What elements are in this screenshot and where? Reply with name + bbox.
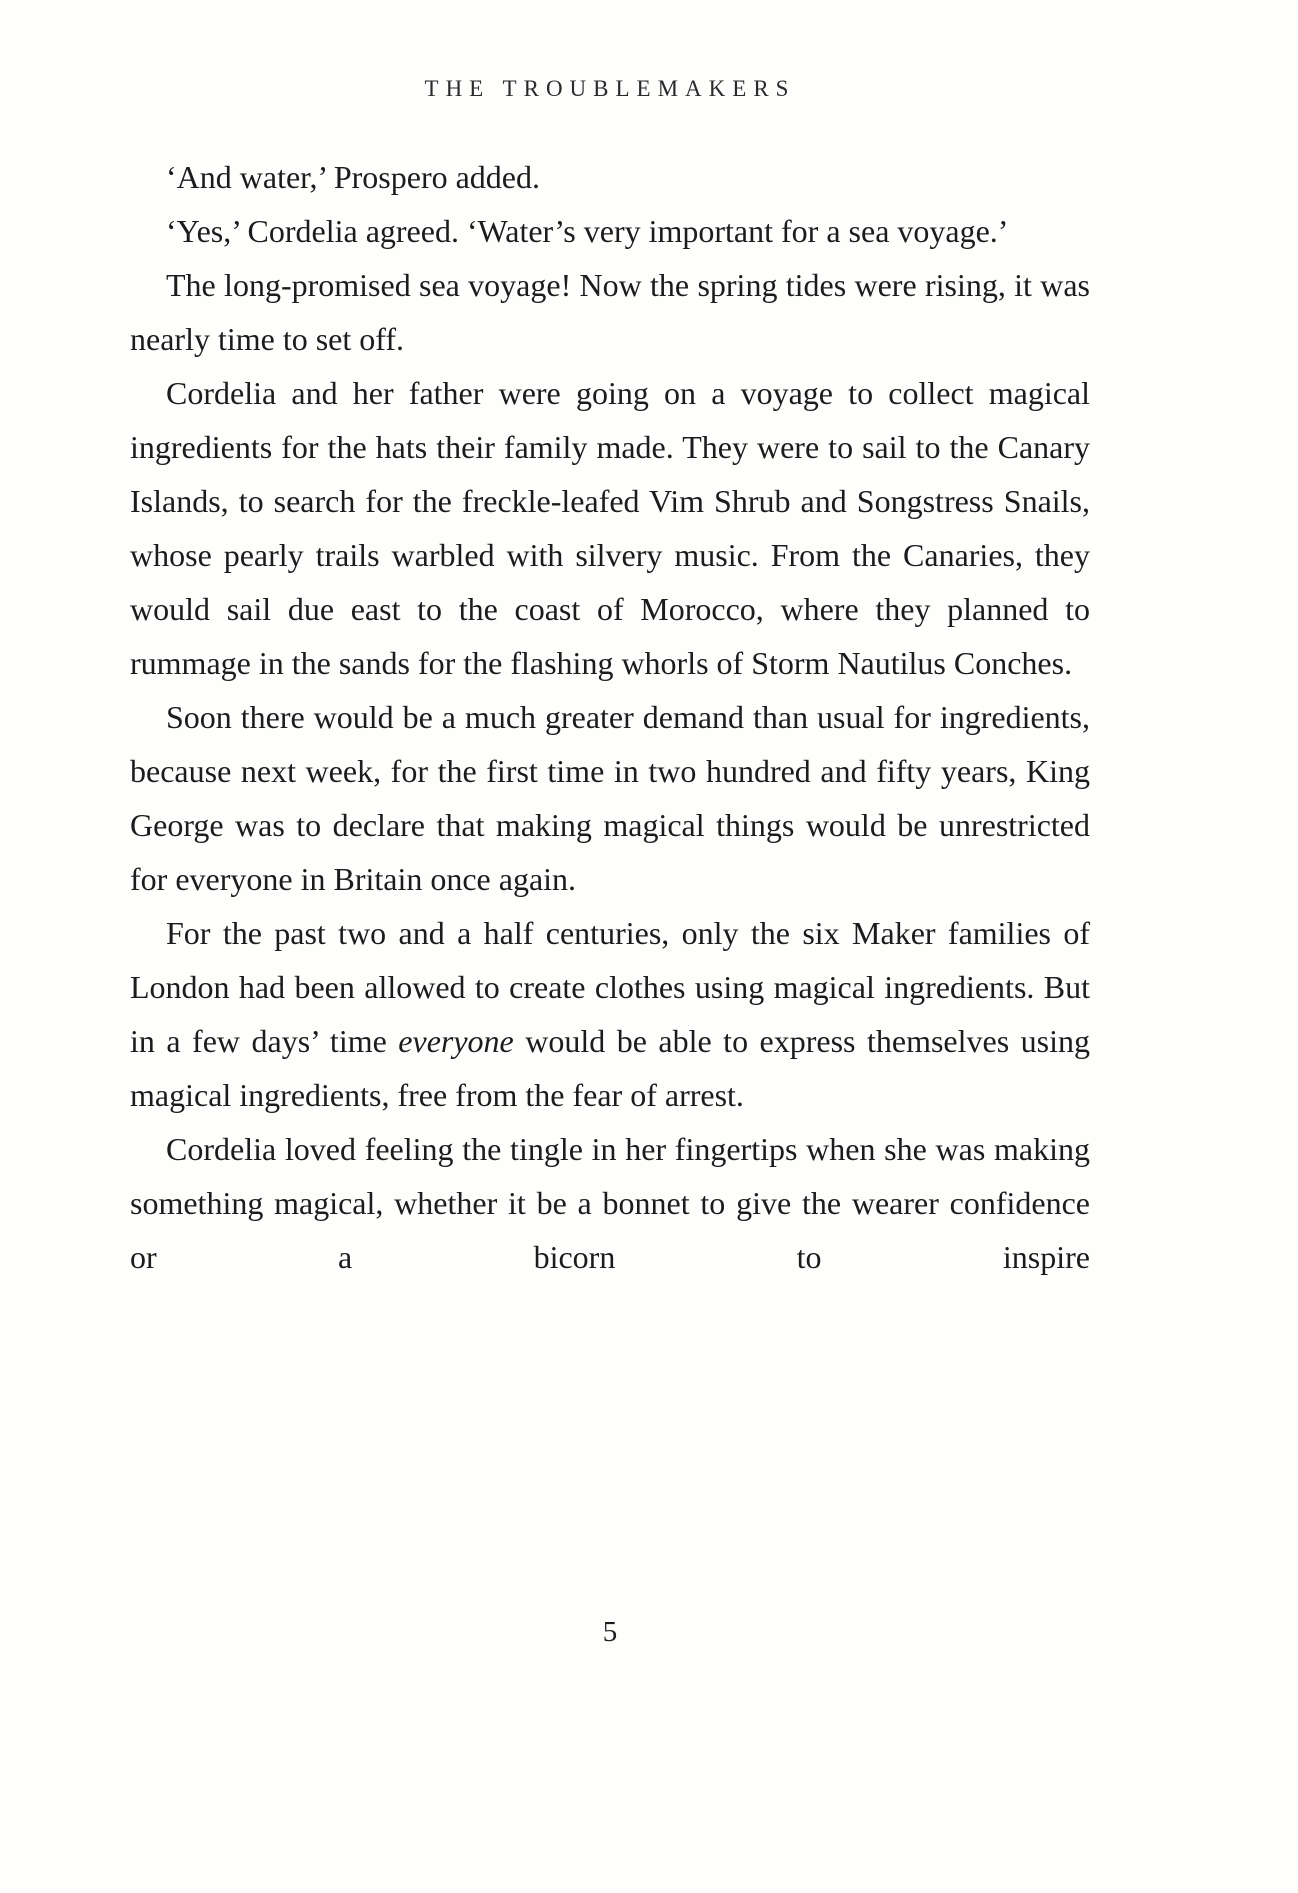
paragraph (130, 906, 1090, 1122)
italic-word: everyone (398, 1023, 514, 1059)
paragraph: The long-promised sea voyage! Now the spring tides were rising, it was nearly time to set off. (130, 267, 1090, 357)
paragraph-text: For the past two and a half centuries, only the six Maker families of London had been allowed to create clothes using magical ingredients. But in a few days’ time (130, 915, 1090, 1059)
paragraph: Soon there would be a much greater demand than usual for ingredients, because next week, for the first time in two hundred and fifty years, King George was to declare that making magical things would be unrestricted for everyone in Britain once again. (130, 699, 1090, 897)
paragraph-text: would be able to express themselves using magical ingredients, free from the fear of arrest. (130, 1023, 1091, 1113)
page-number: 5 (602, 1616, 618, 1648)
body-text (130, 150, 1090, 1284)
paragraph: ‘Yes,’ Cordelia agreed. ‘Water’s very important for a sea voyage.’ (166, 213, 1009, 249)
running-header: THE TROUBLEMAKERS (424, 76, 796, 101)
paragraph: Cordelia loved feeling the tingle in her fingertips when she was making something magical, whether it be a bonnet to give the wearer confidence or a bicorn to inspire (130, 1131, 1090, 1275)
paragraph: ‘And water,’ Prospero added. (166, 159, 540, 195)
paragraph: Cordelia and her father were going on a voyage to collect magical ingredients for the hats their family made. They were to sail to the Canary Islands, to search for the freckle-leafed Vim Shrub and Songstress Snails, whose pearly trails warbled with silvery music. From the Canaries, they would sail due east to the coast of Morocco, where they planned to rummage in the sands for the flashing whorls of Storm Nautilus Conches. (130, 375, 1090, 681)
